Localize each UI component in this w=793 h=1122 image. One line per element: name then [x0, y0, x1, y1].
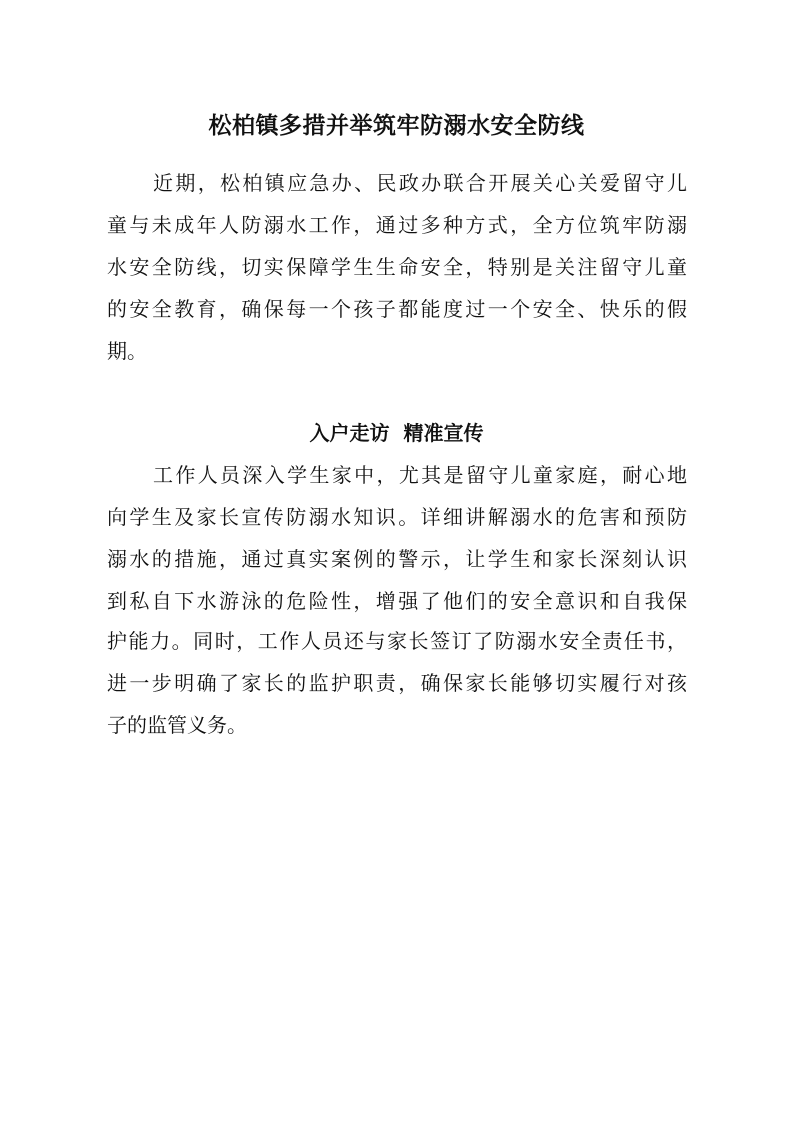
- paragraph-line: 工作人员深入学生家中，尤其是留守儿童家庭，耐心地: [153, 463, 687, 487]
- paragraph-line: 水安全防线，切实保障学生生命安全，特别是关注留守儿童: [107, 255, 687, 279]
- document-title: 松柏镇多措并举筑牢防溺水安全防线: [208, 112, 585, 139]
- paragraph-line: 护能力。同时，工作人员还与家长签订了防溺水安全责任书，: [107, 629, 687, 653]
- paragraph-line: 童与未成年人防溺水工作，通过多种方式，全方位筑牢防溺: [107, 213, 687, 237]
- paragraph-line: 子的监管义务。: [107, 713, 247, 737]
- paragraph-line: 向学生及家长宣传防溺水知识。详细讲解溺水的危害和预防: [107, 505, 687, 529]
- paragraph-line: 进一步明确了家长的监护职责，确保家长能够切实履行对孩: [107, 671, 687, 695]
- paragraph-line: 期。: [107, 339, 147, 363]
- paragraph-line: 的安全教育，确保每一个孩子都能度过一个安全、快乐的假: [107, 297, 687, 321]
- paragraph-line: 近期，松柏镇应急办、民政办联合开展关心关爱留守儿: [153, 171, 687, 195]
- paragraph-line: 到私自下水游泳的危险性，增强了他们的安全意识和自我保: [107, 589, 687, 613]
- paragraph-line: 溺水的措施，通过真实案例的警示，让学生和家长深刻认识: [107, 547, 687, 571]
- section-heading: 入户走访 精准宣传: [309, 421, 484, 445]
